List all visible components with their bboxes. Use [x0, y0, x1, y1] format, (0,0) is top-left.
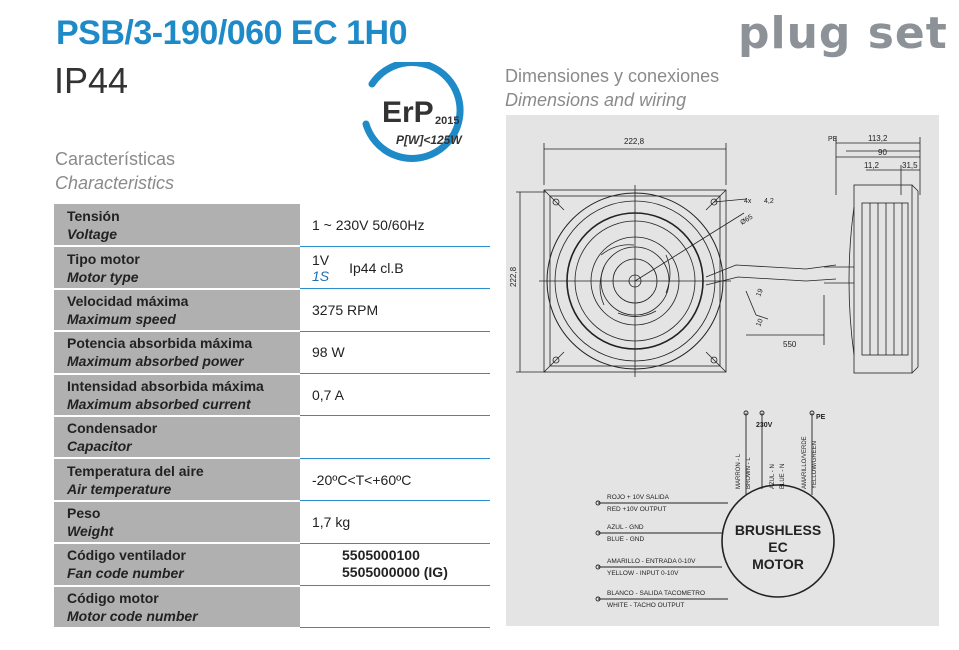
erp-main: ErP: [382, 96, 434, 129]
spec-table: [54, 204, 490, 629]
spec-value: 3275 RPM: [300, 289, 490, 331]
spec-value: [300, 543, 490, 585]
spec-label-es: Tipo motor: [67, 250, 140, 267]
dim-width: 222,8: [624, 137, 645, 146]
spec-label-en: Maximum absorbed current: [67, 395, 251, 412]
spec-row-motor-type: [54, 246, 490, 288]
spec-label-es: Peso: [67, 504, 101, 521]
spec-value: [300, 246, 490, 288]
spec-label-en: Capacitor: [67, 438, 132, 455]
wiring-pe: PE: [816, 414, 826, 421]
spec-label-es: Código motor: [67, 589, 159, 606]
wire-left-en: YELLOW - INPUT 0-10V: [607, 570, 679, 577]
dim-hole-dia: 4,2: [764, 198, 774, 205]
spec-row-motor-code: [54, 586, 490, 628]
spec-label-en: Maximum speed: [67, 310, 176, 327]
spec-row-fan-code: [54, 543, 490, 585]
spec-label-en: Fan code number: [67, 565, 184, 582]
dim-height: 222,8: [509, 266, 518, 287]
dim-holes: 4x: [744, 198, 752, 205]
spec-label-es: Intensidad absorbida máxima: [67, 377, 264, 394]
spec-label-en: Motor type: [67, 268, 139, 285]
motor-label-line1: BRUSHLESS: [734, 522, 822, 538]
wire-top-label: BLUE - N: [780, 463, 786, 489]
spec-label-es: Temperatura del aire: [67, 462, 204, 479]
dim-side-11: 11,2: [864, 161, 879, 170]
dim-side-90: 90: [878, 148, 887, 157]
wire-top-label: BROWN - L: [746, 457, 752, 489]
spec-row-voltage: [54, 204, 490, 246]
erp-year: 2015: [435, 115, 460, 127]
spec-value: [300, 586, 490, 628]
spec-label-en: Air temperature: [67, 480, 172, 497]
dim-circle: Ø65: [739, 213, 755, 227]
spec-value: 98 W: [300, 331, 490, 373]
spec-label-es: Potencia absorbida máxima: [67, 335, 253, 352]
spec-label-es: Tensión: [67, 207, 120, 224]
dim-10: 10: [755, 317, 765, 328]
dimensions-title-en: Dimensions and wiring: [505, 90, 687, 110]
motor-label-line2: EC: [768, 539, 788, 555]
dimensions-title-es: Dimensiones y conexiones: [505, 66, 720, 86]
wire-left-es: AZUL - GND: [607, 524, 644, 531]
fan-code-1: 5505000100: [342, 547, 420, 564]
spec-value: 0,7 A: [300, 374, 490, 416]
characteristics-title-en: Characteristics: [55, 173, 175, 193]
spec-row-capacitor: [54, 416, 490, 458]
dim-19: 19: [755, 287, 765, 298]
erp-badge: [352, 62, 482, 162]
spec-row-air-temp: [54, 458, 490, 500]
dim-side-total: 113,2: [868, 134, 888, 143]
spec-row-weight: [54, 501, 490, 543]
spec-value: 1 ~ 230V 50/60Hz: [300, 204, 490, 246]
motor-protection: Ip44 cl.B: [349, 259, 404, 276]
spec-row-speed: [54, 289, 490, 331]
model-title: PSB/3-190/060 EC 1H0: [56, 14, 407, 52]
spec-value: -20ºC<T<+60ºC: [300, 458, 490, 500]
wire-top-label: MARRON - L: [736, 453, 742, 489]
spec-value: 1,7 kg: [300, 501, 490, 543]
spec-row-power: [54, 331, 490, 373]
brand-logo: plug set: [738, 8, 948, 59]
wire-left-en: BLUE - GND: [607, 536, 645, 543]
spec-label-es: Condensador: [67, 420, 158, 437]
wire-left-en: WHITE - TACHO OUTPUT: [607, 602, 685, 609]
dim-pe: PE: [828, 136, 838, 143]
fan-code-2: 5505000000 (IG): [342, 564, 448, 581]
spec-label-en: Voltage: [67, 225, 118, 242]
motor-type-1v: 1V: [312, 251, 330, 268]
erp-limit: P[W]<125W: [396, 133, 462, 147]
wiring-supply: 230V: [756, 422, 773, 429]
dim-side-31: 31,5: [902, 161, 918, 170]
spec-label-es: Velocidad máxima: [67, 292, 189, 309]
dim-cable: 550: [783, 340, 797, 349]
technical-drawing: [506, 115, 939, 626]
spec-label-en: Weight: [67, 522, 114, 539]
wire-top-label: YELLOW/GREEN: [812, 440, 818, 489]
wire-left-es: ROJO + 10V SALIDA: [607, 494, 669, 501]
characteristics-title-es: Características: [55, 149, 176, 169]
ip-rating: IP44: [54, 60, 129, 101]
wire-left-es: AMARILLO - ENTRADA 0-10V: [607, 558, 696, 565]
dimensions-panel: [506, 115, 939, 626]
motor-label-line3: MOTOR: [752, 556, 804, 572]
wire-left-en: RED +10V OUTPUT: [607, 506, 667, 513]
spec-label-en: Motor code number: [67, 607, 198, 624]
spec-label-en: Maximum absorbed power: [67, 353, 244, 370]
motor-type-1s: 1S: [312, 267, 330, 284]
wire-left-es: BLANCO - SALIDA TACOMETRO: [607, 590, 706, 597]
spec-value: [300, 416, 490, 458]
spec-label-es: Código ventilador: [67, 547, 186, 564]
wire-top-label: AMARILLO/VERDE: [802, 436, 808, 489]
wire-top-label: AZUL - N: [770, 464, 776, 489]
spec-row-current: [54, 374, 490, 416]
